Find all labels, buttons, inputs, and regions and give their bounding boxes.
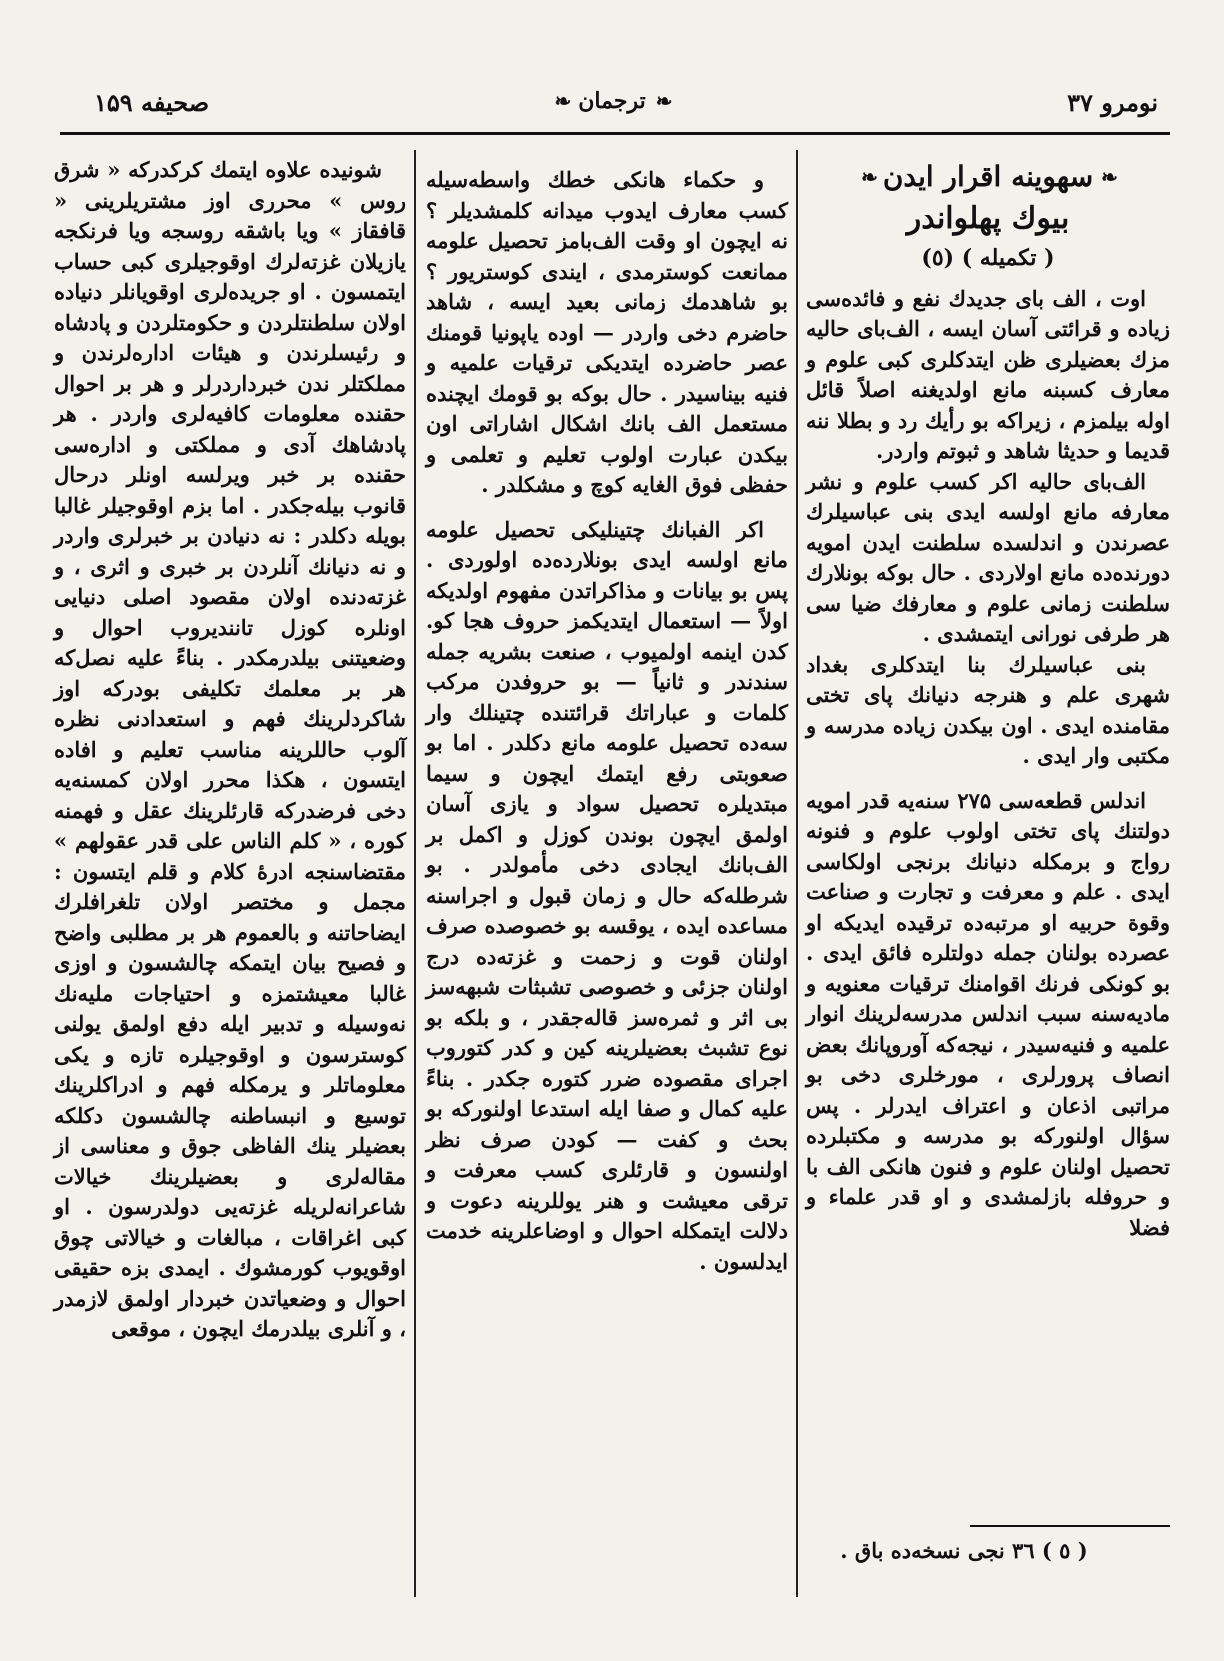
article-title-line2: بیوك پهلواندر	[906, 201, 1070, 236]
article-subtitle: ( تكمیله ) (٥)	[921, 245, 1055, 271]
ornament-icon: ❧	[655, 89, 670, 113]
ornament-icon: ❧	[861, 165, 875, 189]
footnote: ( ٥ ) ۳٦ نجی نسخه‌ده باق .	[840, 1538, 1088, 1563]
paragraph: اندلس قطعه‌سی ۲۷۵ سنه‌یه قدر امویه دولتنك پای تختی اولوب علوم و فنونه رواج و برمكله دنیانك برنجی اولكاسی ایدی . علم و معرفت و تجارت و صناعت وقوة حربیه او مرتبه‌ده ترقیده ایدیكه او عصرده بولنان جمله دولتلره فائق ایدی . بو كونكی فرنك اقوامنك ترقیات معنویه و مادیه‌سنه سبب اندلس مدرسه‌لرینك انوار علمیه و فنیه‌سیدر ، نیجه‌كه آوروپانك بعض انصاف پرورلری ، مورخلری دخی بو مراتبی اذعان و اعتراف ایدرلر . پس سؤال اولنوركه بو مدرسه و مكتبلرده تحصیل اولنان علوم و فنون هانكی الف با و حروفله بازلمشدی و او قدر علماء و فضلا	[806, 787, 1170, 1240]
header-rule	[60, 132, 1170, 135]
footnote-rule	[970, 1525, 1170, 1527]
article-title	[806, 157, 1170, 197]
column-divider	[796, 150, 798, 1597]
column-right	[806, 155, 1170, 1243]
newspaper-title: ترجمان	[578, 88, 646, 114]
column-middle	[426, 165, 788, 1277]
masthead	[555, 88, 670, 114]
ornament-icon: ❧	[1101, 165, 1115, 189]
ornament-icon: ❧	[554, 89, 569, 113]
issue-number: نومرو ۳۷	[1067, 88, 1158, 117]
page-number: صحیفه ۱۵۹	[94, 88, 210, 117]
paragraph: اكر الفبانك چتینلیكی تحصیل علومه مانع اولسه ایدی بونلارده‌ده اولوردی . پس بو بیانات و مذاكراتدن مفهوم اولدیكه اولاً — استعمال ایتدیكمز حروف هجا كو. كدن اینمه اولمیوب ، صنعت بشریه جمله سندندر و ثانیاً — بو حروفدن مركب كلمات و عباراتك قرائتنده چتینلك وار سه‌ده تحصیل علومه مانع دكلدر . اما بو صعوبتی رفع ایتمك ایچون و سیما مبتدیلره تحصیل سواد و یازی آسان اولمق ایچون بوندن كوزل و اكمل بر الف‌بانك ایجادی دخی مأمولدر . بو شرطله‌كه حال و زمان قبول و اجراسنه مساعده ایده ، یوقسه بو خصوصده صرف اولنان قوت و زحمت و غزته‌ده درج اولنان جزئی و خصوصی تشبثات شبهه‌سز بی اثر و ثمره‌سز قاله‌جقدر ، و بلكه بو نوع تشبث بعضیلرینه كین و كدر كتوروب اجرای مقصوده ضرر كتوره جكدر . بناءً علیه كمال و صفا ایله استدعا اولنوركه بو بحث و كفت — كودن صرف نظر اولنسون و قارئلری كسب معرفت و ترقی معیشت و هنر یوللرینه دعوت و دلالت ایتمكله احوال و اوضاعلرینه خدمت ایدلسون .	[426, 516, 788, 1274]
paragraph: الف‌بای حالیه اكر كسب علوم و نشر معارفه مانع اولسه ایدی بنی عباسیلرك عصرندن و اندلسده سلطنت ایدن امویه دورنده‌ده مانع اولاردی . حال بوكه بونلارك سلطنت زمانی علوم و معارفك ضیا سی هر طرفی نورانی ایتمشدی .	[806, 468, 1170, 646]
paragraph: و حكماء هانكی خطك واسطه‌سیله كسب معارف ایدوب میدانه كلمشدیلر ؟ نه ایچون او وقت الف‌بامز تحصیل علومه ممانعت كوسترمدی ، ایندی كوستریور ؟ بو شاهدمك زمانی بعید ایسه ، شاهد حاضرم دخی واردر — اوده یاپونیا قومنك عصر حاضرده ایتدیكی ترقیات علمیه و فنیه بیناسیدر . حال بوكه بو قومك ایچنده مستعمل الف بانك اشكال اشاراتی اون بیكدن عبارت اولوب تعلیم و تعلمی و حفظی فوق الغایه كوچ و مشكلدر .	[426, 167, 788, 497]
column-divider	[414, 150, 416, 1597]
paragraph: اوت ، الف بای جدیدك نفع و فائده‌سی زیاده و قرائتی آسان ایسه ، الف‌بای حالیه مزك بعضیلری ظن ایتدكلری كبی علوم و معارف كسبنه مانع اولدیغنه اصلاً قائل اوله بیلمزم ، زیراكه بو رأیك رد و بطلا ننه قدیما و حدیثا شاهد و ثبوتم واردر.	[806, 285, 1170, 463]
article-title-line1: سهوینه اقرار ایدن	[882, 160, 1094, 193]
paragraph: شونیده علاوه ایتمك كركدركه « شرق روس » محرری اوز مشتریلرینی « قافقاز » ویا باشقه روسجه ویا فرنكجه یازیلان غزته‌لرك اوقوجیلری كبی حساب ایتمسون . او جریده‌لری اوقویانلر دنیاده اولان سلطنتلردن و حكومتلردن و پادشاه و رئیسلرندن و هیئات اداره‌لرندن و مملكتلر ندن خبرداردرلر و هر بر احوال حقنده معلومات كافیه‌لری واردر . هر پادشاهك آدی و مملكتی و اداره‌سی حقنده بر خبر ویرلسه اونلر درحال قانوب بیله‌جكدر . اما بزم اوقوجیلر غالبا بویله دكلدر : نه دنیادن بر خبرلری واردر و نه دنیانك آنلردن بر خبری و اثری ، و غزته‌دنده اولان مقصود اصلی دنیایی اونلره كوزل تانندیروب احوال و وضعیتنی بیلدرمكدر . بناءً علیه نصل‌كه هر بر معلمك تكلیفی بودركه اوز شاكردلرینك فهم و استعدادنی نظره آلوب حاللرینه مناسب تعلیم و افاده ایتسون ، هكذا محرر اولان كمسنه‌یه دخی فرضدركه قارئلرینك عقل و فهمنه كوره ، « كلم الناس علی قدر عقولهم » مقتضاسنجه ادرهٔ كلام و قلم ایتسون : مجمل و مختصر اولان تلغرافلرك ایضاحاتنه و بالعموم هر بر مطلبی واضح و فصیح بیان ایتمكه چالشسون و اوزی غالبا معیشتمزه و احتیاجات ملیه‌نك نه‌وسیله و تدبیر ایله دفع اولمق یولنی كوسترسون و اوقوجیلره تازه و یكی معلوماتلر و یرمكله فهم و ادراكلرینك توسیع و انبساطنه چالشسون دكلكه بعضیلر ینك الفاظی جوق و معناسی از مقاله‌لری و بعضیلرینك خیالات شاعرانه‌لریله غزته‌یی دولدرسون . او كبی اغراقات ، مبالغات و خیالاتی چوق اوقویوب كورمشوك . ایمدی بزه حقیقی احوال و وضعیاتدن خبردار اولمق لازمدر ، و آنلری بیلدرمك ایچون ، موقعی	[54, 157, 406, 1341]
paragraph: بنی عباسیلرك بنا ایتدكلری بغداد شهری علم و هنرجه دنیانك پای تختی مقامنده ایدی . اون بیكدن زیاده مدرسه و مكتبی وار ایدی .	[806, 651, 1170, 768]
column-left	[54, 155, 406, 1345]
page-header	[60, 80, 1164, 130]
